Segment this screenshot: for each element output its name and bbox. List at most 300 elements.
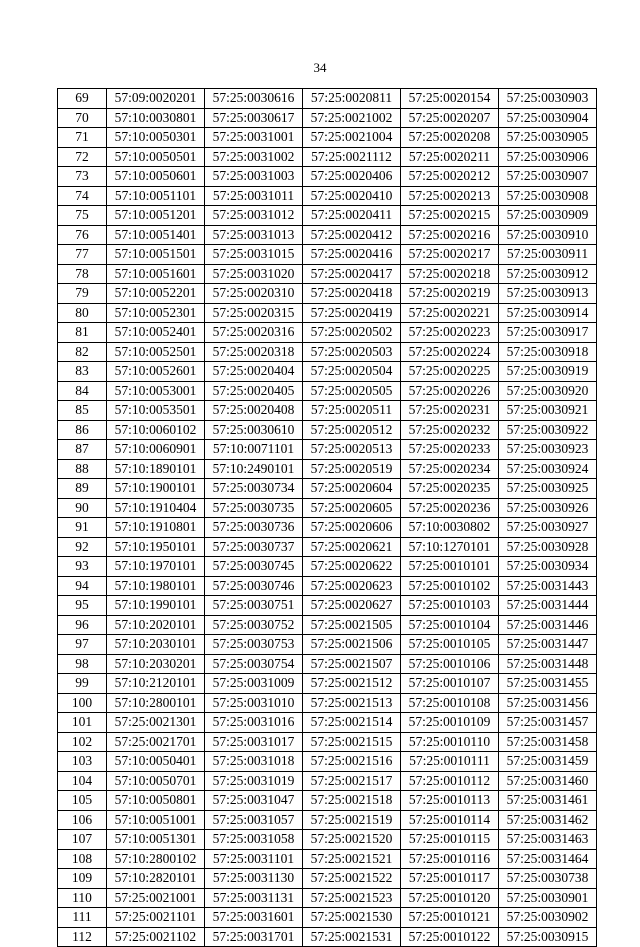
cadastral-number-cell: 57:10:0052201 (107, 284, 205, 304)
cadastral-number-cell: 57:25:0031444 (499, 596, 597, 616)
cadastral-number-cell: 57:25:0020231 (401, 401, 499, 421)
table-row (58, 537, 597, 557)
cadastral-number-cell: 57:25:0031443 (499, 576, 597, 596)
cadastral-number-cell: 57:25:0010102 (401, 576, 499, 596)
row-number-cell: 75 (58, 206, 107, 226)
cadastral-number-cell: 57:25:0020225 (401, 362, 499, 382)
table-row (58, 849, 597, 869)
cadastral-number-cell: 57:25:0030927 (499, 518, 597, 538)
table-row (58, 362, 597, 382)
row-number-cell: 109 (58, 869, 107, 889)
cadastral-number-cell: 57:25:0030617 (205, 108, 303, 128)
cadastral-number-cell: 57:25:0020502 (303, 323, 401, 343)
cadastral-number-cell: 57:25:0030738 (499, 869, 597, 889)
page-number: 34 (313, 60, 327, 75)
row-number-cell: 99 (58, 674, 107, 694)
row-number-cell: 105 (58, 791, 107, 811)
table-row (58, 206, 597, 226)
row-number-cell: 92 (58, 537, 107, 557)
cadastral-number-cell: 57:25:0020232 (401, 420, 499, 440)
cadastral-number-cell: 57:25:0020226 (401, 381, 499, 401)
cadastral-number-cell: 57:25:0031459 (499, 752, 597, 772)
row-number-cell: 88 (58, 459, 107, 479)
cadastral-number-cell: 57:25:0020211 (401, 147, 499, 167)
row-number-cell: 108 (58, 849, 107, 869)
cadastral-number-cell: 57:25:0030910 (499, 225, 597, 245)
row-number-cell: 87 (58, 440, 107, 460)
cadastral-number-cell: 57:25:0020519 (303, 459, 401, 479)
cadastral-number-cell: 57:25:0031457 (499, 713, 597, 733)
table-row (58, 596, 597, 616)
cadastral-number-cell: 57:25:0010113 (401, 791, 499, 811)
cadastral-number-cell: 57:25:0030616 (205, 89, 303, 109)
cadastral-number-cell: 57:09:0020201 (107, 89, 205, 109)
cadastral-number-cell: 57:25:0020207 (401, 108, 499, 128)
row-number-cell: 102 (58, 732, 107, 752)
cadastral-number-cell: 57:25:0020215 (401, 206, 499, 226)
cadastral-number-cell: 57:25:0020621 (303, 537, 401, 557)
cadastral-number-cell: 57:25:0030915 (499, 927, 597, 947)
cadastral-number-cell: 57:25:0021522 (303, 869, 401, 889)
cadastral-number-cell: 57:25:0030907 (499, 167, 597, 187)
cadastral-number-cell: 57:25:0021523 (303, 888, 401, 908)
cadastral-number-cell: 57:10:0051001 (107, 810, 205, 830)
table-row (58, 323, 597, 343)
row-number-cell: 111 (58, 908, 107, 928)
cadastral-number-cell: 57:25:0031461 (499, 791, 597, 811)
cadastral-number-cell: 57:10:0051301 (107, 830, 205, 850)
cadastral-number-cell: 57:25:0010117 (401, 869, 499, 889)
cadastral-number-cell: 57:10:2030201 (107, 654, 205, 674)
cadastral-number-cell: 57:10:0051101 (107, 186, 205, 206)
table-row (58, 635, 597, 655)
row-number-cell: 86 (58, 420, 107, 440)
cadastral-number-cell: 57:25:0020412 (303, 225, 401, 245)
cadastral-number-cell: 57:25:0020221 (401, 303, 499, 323)
cadastral-number-cell: 57:25:0010111 (401, 752, 499, 772)
cadastral-number-cell: 57:25:0020223 (401, 323, 499, 343)
row-number-cell: 91 (58, 518, 107, 538)
cadastral-number-cell: 57:25:0010104 (401, 615, 499, 635)
table-row (58, 791, 597, 811)
row-number-cell: 79 (58, 284, 107, 304)
cadastral-number-cell: 57:25:0020511 (303, 401, 401, 421)
cadastral-number-cell: 57:25:0030737 (205, 537, 303, 557)
cadastral-number-cell: 57:10:0051401 (107, 225, 205, 245)
cadastral-number-cell: 57:10:1910801 (107, 518, 205, 538)
cadastral-number-cell: 57:25:0031448 (499, 654, 597, 674)
cadastral-number-cell: 57:25:0020216 (401, 225, 499, 245)
cadastral-number-cell: 57:25:0020416 (303, 245, 401, 265)
cadastral-table (57, 88, 597, 947)
cadastral-number-cell: 57:25:0031131 (205, 888, 303, 908)
cadastral-number-cell: 57:25:0021002 (303, 108, 401, 128)
cadastral-number-cell: 57:25:0030902 (499, 908, 597, 928)
table-row (58, 128, 597, 148)
cadastral-number-cell: 57:25:0030913 (499, 284, 597, 304)
cadastral-number-cell: 57:25:0010105 (401, 635, 499, 655)
cadastral-number-cell: 57:25:0030745 (205, 557, 303, 577)
cadastral-number-cell: 57:25:0020411 (303, 206, 401, 226)
cadastral-number-cell: 57:25:0020217 (401, 245, 499, 265)
table-row (58, 869, 597, 889)
cadastral-number-cell: 57:10:2020101 (107, 615, 205, 635)
cadastral-number-cell: 57:10:0030802 (401, 518, 499, 538)
cadastral-number-cell: 57:25:0031462 (499, 810, 597, 830)
row-number-cell: 100 (58, 693, 107, 713)
cadastral-number-cell: 57:25:0030906 (499, 147, 597, 167)
cadastral-number-cell: 57:25:0020310 (205, 284, 303, 304)
cadastral-number-cell: 57:25:0030920 (499, 381, 597, 401)
row-number-cell: 72 (58, 147, 107, 167)
cadastral-number-cell: 57:10:0052501 (107, 342, 205, 362)
row-number-cell: 107 (58, 830, 107, 850)
cadastral-number-cell: 57:25:0020627 (303, 596, 401, 616)
cadastral-number-cell: 57:25:0030924 (499, 459, 597, 479)
cadastral-number-cell: 57:25:0031001 (205, 128, 303, 148)
cadastral-number-cell: 57:25:0010116 (401, 849, 499, 869)
table-row (58, 908, 597, 928)
table-row (58, 284, 597, 304)
cadastral-number-cell: 57:10:0053001 (107, 381, 205, 401)
row-number-cell: 81 (58, 323, 107, 343)
cadastral-number-cell: 57:25:0020219 (401, 284, 499, 304)
cadastral-number-cell: 57:25:0030752 (205, 615, 303, 635)
row-number-cell: 112 (58, 927, 107, 947)
cadastral-number-cell: 57:25:0030917 (499, 323, 597, 343)
cadastral-number-cell: 57:25:0021004 (303, 128, 401, 148)
row-number-cell: 93 (58, 557, 107, 577)
row-number-cell: 89 (58, 479, 107, 499)
cadastral-number-cell: 57:25:0030905 (499, 128, 597, 148)
cadastral-number-cell: 57:10:1900101 (107, 479, 205, 499)
row-number-cell: 84 (58, 381, 107, 401)
table-body (58, 89, 597, 947)
cadastral-number-cell: 57:25:0020418 (303, 284, 401, 304)
cadastral-number-cell: 57:25:0020605 (303, 498, 401, 518)
cadastral-number-cell: 57:25:0030734 (205, 479, 303, 499)
table-row (58, 108, 597, 128)
cadastral-number-cell: 57:10:1970101 (107, 557, 205, 577)
cadastral-number-cell: 57:25:0030909 (499, 206, 597, 226)
cadastral-number-cell: 57:25:0010121 (401, 908, 499, 928)
cadastral-number-cell: 57:10:0052601 (107, 362, 205, 382)
cadastral-number-cell: 57:10:0050301 (107, 128, 205, 148)
cadastral-number-cell: 57:25:0021530 (303, 908, 401, 928)
cadastral-number-cell: 57:25:0030922 (499, 420, 597, 440)
cadastral-number-cell: 57:10:0050501 (107, 147, 205, 167)
cadastral-number-cell: 57:10:0050401 (107, 752, 205, 772)
table-row (58, 713, 597, 733)
cadastral-number-cell: 57:10:0053501 (107, 401, 205, 421)
cadastral-number-cell: 57:25:0031010 (205, 693, 303, 713)
cadastral-number-cell: 57:10:1980101 (107, 576, 205, 596)
cadastral-number-cell: 57:25:0020410 (303, 186, 401, 206)
row-number-cell: 76 (58, 225, 107, 245)
cadastral-number-cell: 57:25:0031058 (205, 830, 303, 850)
cadastral-number-cell: 57:25:0020606 (303, 518, 401, 538)
cadastral-number-cell: 57:25:0010114 (401, 810, 499, 830)
cadastral-number-cell: 57:25:0020503 (303, 342, 401, 362)
cadastral-number-cell: 57:10:2800101 (107, 693, 205, 713)
cadastral-number-cell: 57:25:0031130 (205, 869, 303, 889)
cadastral-number-cell: 57:25:0020419 (303, 303, 401, 323)
row-number-cell: 74 (58, 186, 107, 206)
cadastral-number-cell: 57:25:0031456 (499, 693, 597, 713)
row-number-cell: 97 (58, 635, 107, 655)
cadastral-number-cell: 57:25:0030746 (205, 576, 303, 596)
cadastral-number-cell: 57:25:0020512 (303, 420, 401, 440)
table-row (58, 440, 597, 460)
cadastral-number-cell: 57:25:0010107 (401, 674, 499, 694)
cadastral-number-cell: 57:25:0020505 (303, 381, 401, 401)
table-row (58, 927, 597, 947)
cadastral-number-cell: 57:25:0021520 (303, 830, 401, 850)
table-row (58, 167, 597, 187)
table-row (58, 147, 597, 167)
cadastral-number-cell: 57:10:0052301 (107, 303, 205, 323)
cadastral-number-cell: 57:25:0021513 (303, 693, 401, 713)
cadastral-number-cell: 57:25:0031463 (499, 830, 597, 850)
row-number-cell: 96 (58, 615, 107, 635)
cadastral-number-cell: 57:25:0021514 (303, 713, 401, 733)
cadastral-number-cell: 57:25:0020233 (401, 440, 499, 460)
cadastral-number-cell: 57:25:0031013 (205, 225, 303, 245)
table-row (58, 752, 597, 772)
cadastral-number-cell: 57:10:0071101 (205, 440, 303, 460)
cadastral-number-cell: 57:25:0030918 (499, 342, 597, 362)
cadastral-number-cell: 57:25:0020318 (205, 342, 303, 362)
cadastral-number-cell: 57:25:0031047 (205, 791, 303, 811)
cadastral-number-cell: 57:25:0030923 (499, 440, 597, 460)
cadastral-number-cell: 57:25:0031017 (205, 732, 303, 752)
cadastral-number-cell: 57:10:1950101 (107, 537, 205, 557)
cadastral-number-cell: 57:25:0021507 (303, 654, 401, 674)
cadastral-number-cell: 57:25:0021102 (107, 927, 205, 947)
row-number-cell: 71 (58, 128, 107, 148)
cadastral-number-cell: 57:25:0020417 (303, 264, 401, 284)
cadastral-number-cell: 57:25:0020405 (205, 381, 303, 401)
cadastral-number-cell: 57:25:0031057 (205, 810, 303, 830)
cadastral-number-cell: 57:25:0031019 (205, 771, 303, 791)
row-number-cell: 73 (58, 167, 107, 187)
table-row (58, 459, 597, 479)
cadastral-number-cell: 57:25:0021512 (303, 674, 401, 694)
cadastral-number-cell: 57:10:1990101 (107, 596, 205, 616)
table-row (58, 245, 597, 265)
cadastral-number-cell: 57:25:0030928 (499, 537, 597, 557)
table-row (58, 557, 597, 577)
cadastral-number-cell: 57:25:0021518 (303, 791, 401, 811)
cadastral-number-cell: 57:25:0020208 (401, 128, 499, 148)
cadastral-number-cell: 57:25:0030912 (499, 264, 597, 284)
table-row (58, 732, 597, 752)
cadastral-number-cell: 57:25:0020504 (303, 362, 401, 382)
cadastral-number-cell: 57:25:0020224 (401, 342, 499, 362)
cadastral-number-cell: 57:25:0031446 (499, 615, 597, 635)
cadastral-number-cell: 57:25:0020811 (303, 89, 401, 109)
cadastral-number-cell: 57:25:0021515 (303, 732, 401, 752)
cadastral-number-cell: 57:25:0031701 (205, 927, 303, 947)
cadastral-number-cell: 57:25:0031009 (205, 674, 303, 694)
row-number-cell: 98 (58, 654, 107, 674)
table-row (58, 576, 597, 596)
cadastral-number-cell: 57:25:0031002 (205, 147, 303, 167)
row-number-cell: 110 (58, 888, 107, 908)
row-number-cell: 78 (58, 264, 107, 284)
cadastral-number-cell: 57:25:0010112 (401, 771, 499, 791)
cadastral-number-cell: 57:10:0050701 (107, 771, 205, 791)
cadastral-number-cell: 57:25:0020234 (401, 459, 499, 479)
cadastral-number-cell: 57:25:0031101 (205, 849, 303, 869)
table-row (58, 381, 597, 401)
table-row (58, 342, 597, 362)
cadastral-number-cell: 57:25:0010110 (401, 732, 499, 752)
table-row (58, 303, 597, 323)
cadastral-number-cell: 57:25:0031011 (205, 186, 303, 206)
cadastral-number-cell: 57:25:0010101 (401, 557, 499, 577)
cadastral-number-cell: 57:25:0031012 (205, 206, 303, 226)
cadastral-number-cell: 57:25:0030925 (499, 479, 597, 499)
cadastral-number-cell: 57:25:0030904 (499, 108, 597, 128)
table-row (58, 888, 597, 908)
cadastral-number-cell: 57:10:1910404 (107, 498, 205, 518)
row-number-cell: 77 (58, 245, 107, 265)
cadastral-number-cell: 57:25:0020154 (401, 89, 499, 109)
cadastral-number-cell: 57:10:1890101 (107, 459, 205, 479)
cadastral-number-cell: 57:25:0020408 (205, 401, 303, 421)
table-row (58, 420, 597, 440)
cadastral-number-cell: 57:25:0031460 (499, 771, 597, 791)
row-number-cell: 95 (58, 596, 107, 616)
cadastral-number-cell: 57:10:1270101 (401, 537, 499, 557)
cadastral-number-cell: 57:10:0051501 (107, 245, 205, 265)
row-number-cell: 70 (58, 108, 107, 128)
cadastral-number-cell: 57:25:0031455 (499, 674, 597, 694)
cadastral-number-cell: 57:25:0021001 (107, 888, 205, 908)
table-row (58, 264, 597, 284)
row-number-cell: 94 (58, 576, 107, 596)
cadastral-number-cell: 57:25:0020315 (205, 303, 303, 323)
table-row (58, 89, 597, 109)
row-number-cell: 106 (58, 810, 107, 830)
cadastral-number-cell: 57:25:0031464 (499, 849, 597, 869)
cadastral-number-cell: 57:25:0030735 (205, 498, 303, 518)
cadastral-number-cell: 57:10:2120101 (107, 674, 205, 694)
cadastral-number-cell: 57:25:0031020 (205, 264, 303, 284)
table-row (58, 225, 597, 245)
cadastral-number-cell: 57:25:0021519 (303, 810, 401, 830)
table-row (58, 771, 597, 791)
cadastral-number-cell: 57:10:0051201 (107, 206, 205, 226)
cadastral-number-cell: 57:10:2800102 (107, 849, 205, 869)
cadastral-number-cell: 57:25:0031018 (205, 752, 303, 772)
row-number-cell: 104 (58, 771, 107, 791)
cadastral-number-cell: 57:25:0021301 (107, 713, 205, 733)
cadastral-number-cell: 57:25:0020235 (401, 479, 499, 499)
cadastral-number-cell: 57:25:0021506 (303, 635, 401, 655)
table-row (58, 654, 597, 674)
cadastral-number-cell: 57:10:2820101 (107, 869, 205, 889)
cadastral-number-cell: 57:25:0030919 (499, 362, 597, 382)
cadastral-number-cell: 57:25:0020513 (303, 440, 401, 460)
cadastral-number-cell: 57:25:0021701 (107, 732, 205, 752)
table-row (58, 810, 597, 830)
table-row (58, 830, 597, 850)
cadastral-number-cell: 57:25:0010106 (401, 654, 499, 674)
cadastral-number-cell: 57:25:0031447 (499, 635, 597, 655)
cadastral-number-cell: 57:25:0031601 (205, 908, 303, 928)
cadastral-number-cell: 57:10:0050801 (107, 791, 205, 811)
cadastral-number-cell: 57:25:0020623 (303, 576, 401, 596)
cadastral-number-cell: 57:25:0030751 (205, 596, 303, 616)
cadastral-number-cell: 57:25:0030908 (499, 186, 597, 206)
cadastral-number-cell: 57:25:0030921 (499, 401, 597, 421)
row-number-cell: 69 (58, 89, 107, 109)
cadastral-number-cell: 57:25:0020316 (205, 323, 303, 343)
table-row (58, 186, 597, 206)
cadastral-number-cell: 57:25:0030736 (205, 518, 303, 538)
cadastral-number-cell: 57:25:0030901 (499, 888, 597, 908)
cadastral-number-cell: 57:25:0020213 (401, 186, 499, 206)
cadastral-number-cell: 57:25:0020404 (205, 362, 303, 382)
cadastral-number-cell: 57:25:0020604 (303, 479, 401, 499)
cadastral-number-cell: 57:25:0010122 (401, 927, 499, 947)
table-row (58, 479, 597, 499)
table-row (58, 518, 597, 538)
cadastral-number-cell: 57:25:0030934 (499, 557, 597, 577)
row-number-cell: 83 (58, 362, 107, 382)
row-number-cell: 101 (58, 713, 107, 733)
cadastral-number-cell: 57:25:0021505 (303, 615, 401, 635)
cadastral-number-cell: 57:10:0030801 (107, 108, 205, 128)
cadastral-number-cell: 57:25:0030926 (499, 498, 597, 518)
cadastral-number-cell: 57:25:0031003 (205, 167, 303, 187)
cadastral-number-cell: 57:25:0031015 (205, 245, 303, 265)
cadastral-number-cell: 57:25:0010103 (401, 596, 499, 616)
cadastral-number-cell: 57:10:0060102 (107, 420, 205, 440)
cadastral-number-cell: 57:25:0021517 (303, 771, 401, 791)
row-number-cell: 85 (58, 401, 107, 421)
cadastral-number-cell: 57:25:0021112 (303, 147, 401, 167)
cadastral-number-cell: 57:10:0051601 (107, 264, 205, 284)
cadastral-number-cell: 57:25:0030914 (499, 303, 597, 323)
cadastral-number-cell: 57:25:0020236 (401, 498, 499, 518)
cadastral-number-cell: 57:10:0060901 (107, 440, 205, 460)
cadastral-number-cell: 57:25:0030911 (499, 245, 597, 265)
cadastral-number-cell: 57:25:0021101 (107, 908, 205, 928)
cadastral-number-cell: 57:25:0010108 (401, 693, 499, 713)
cadastral-number-cell: 57:25:0031016 (205, 713, 303, 733)
table-row (58, 693, 597, 713)
table-row (58, 615, 597, 635)
cadastral-number-cell: 57:10:2030101 (107, 635, 205, 655)
table-row (58, 674, 597, 694)
cadastral-number-cell: 57:25:0030754 (205, 654, 303, 674)
cadastral-number-cell: 57:25:0021531 (303, 927, 401, 947)
cadastral-number-cell: 57:25:0021521 (303, 849, 401, 869)
cadastral-number-cell: 57:25:0020218 (401, 264, 499, 284)
cadastral-number-cell: 57:25:0010115 (401, 830, 499, 850)
cadastral-number-cell: 57:25:0020212 (401, 167, 499, 187)
cadastral-number-cell: 57:25:0010109 (401, 713, 499, 733)
cadastral-number-cell: 57:10:0052401 (107, 323, 205, 343)
cadastral-number-cell: 57:25:0010120 (401, 888, 499, 908)
row-number-cell: 80 (58, 303, 107, 323)
cadastral-number-cell: 57:25:0030903 (499, 89, 597, 109)
cadastral-number-cell: 57:10:2490101 (205, 459, 303, 479)
row-number-cell: 90 (58, 498, 107, 518)
